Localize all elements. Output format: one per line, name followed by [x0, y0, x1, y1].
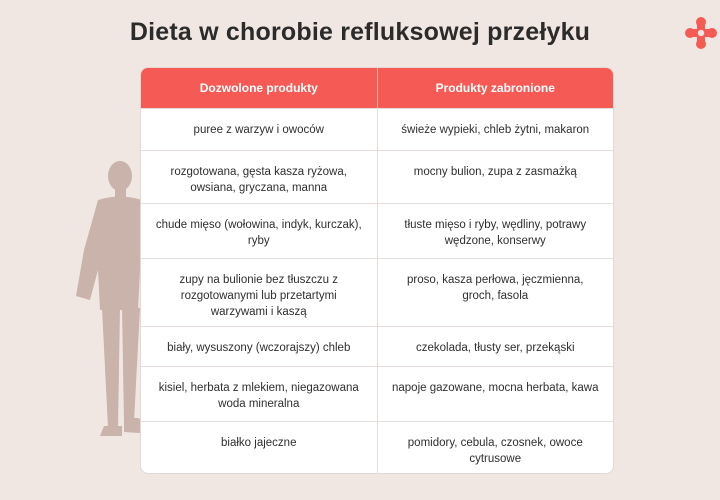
- table-row: [141, 203, 613, 258]
- column-header-allowed: Dozwolone produkty: [199, 81, 318, 95]
- forbidden-cell: napoje gazowane, mocna herbata, kawa: [377, 367, 614, 421]
- allowed-cell: kisiel, herbata z mlekiem, niegazowana woda mineralna: [158, 382, 359, 410]
- allowed-cell: rozgotowana, gęsta kasza ryżowa, owsiana, gryczana, manna: [170, 166, 347, 194]
- forbidden-cell: tłuste mięso i ryby, wędliny, potrawy wędzone, konserwy: [377, 204, 614, 258]
- forbidden-cell: świeże wypieki, chleb żytni, makaron: [377, 109, 614, 150]
- table-row: [141, 421, 613, 474]
- table-row: [141, 326, 613, 366]
- allowed-cell: biały, wysuszony (wczorajszy) chleb: [167, 342, 351, 354]
- plus-cross-logo-icon: [684, 16, 718, 50]
- allowed-cell: puree z warzyw i owoców: [193, 124, 324, 136]
- forbidden-cell: czekolada, tłusty ser, przekąski: [377, 327, 614, 366]
- forbidden-cell: mocny bulion, zupa z zasmażką: [377, 151, 614, 203]
- table-row: [141, 258, 613, 326]
- table-row: [141, 366, 613, 421]
- allowed-cell: zupy na bulionie bez tłuszczu z rozgotowanymi lub przetartymi warzywami i kaszą: [179, 274, 339, 318]
- table-header: [141, 68, 613, 108]
- forbidden-cell: pomidory, cebula, czosnek, owoce cytrusowe: [377, 422, 614, 474]
- table-row: [141, 108, 613, 150]
- column-header-forbidden: Produkty zabronione: [377, 68, 614, 108]
- allowed-cell: chude mięso (wołowina, indyk, kurczak), ryby: [155, 219, 362, 247]
- allowed-cell: białko jajeczne: [221, 437, 297, 449]
- diet-table: [140, 67, 614, 474]
- forbidden-cell: proso, kasza perłowa, jęczmienna, groch, fasola: [377, 259, 614, 326]
- table-row: [141, 150, 613, 203]
- page-title: Dieta w chorobie refluksowej przełyku: [129, 18, 591, 46]
